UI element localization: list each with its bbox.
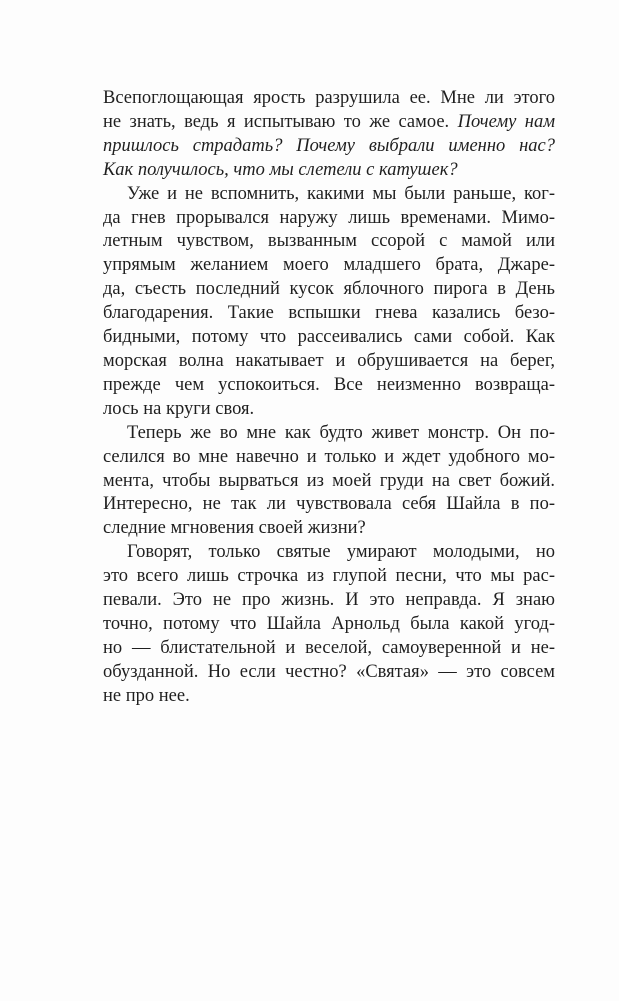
text-segment: прежде чем успокоиться. Все неизменно возвраща- bbox=[103, 374, 555, 395]
text-segment: следние мгновения своей жизни? bbox=[103, 518, 366, 539]
text-line bbox=[103, 350, 555, 374]
text-line bbox=[103, 326, 555, 350]
text-line bbox=[103, 613, 555, 637]
paragraph bbox=[103, 87, 555, 183]
text-line bbox=[103, 541, 555, 565]
text-segment: точно, потому что Шайла Арнольд была какой угод- bbox=[103, 613, 555, 634]
text-line bbox=[103, 589, 555, 613]
text-segment: певали. Это не про жизнь. И это неправда. Я знаю bbox=[103, 590, 555, 611]
italic-text-segment: пришлось страдать? Почему выбрали именно нас? bbox=[103, 135, 555, 156]
text-segment: Интересно, не так ли чувствовала себя Шайла в по- bbox=[103, 494, 555, 515]
text-line bbox=[103, 230, 555, 254]
text-line bbox=[103, 278, 555, 302]
italic-text-segment: Почему нам bbox=[457, 111, 556, 132]
text-line bbox=[103, 422, 555, 446]
text-segment: да гнев прорывался наружу лишь временами. Мимо- bbox=[103, 207, 555, 228]
text-line bbox=[103, 398, 555, 422]
paragraph bbox=[103, 183, 555, 422]
text-segment: обузданной. Но если честно? «Святая» — это совсем bbox=[103, 661, 555, 682]
text-line bbox=[103, 207, 555, 231]
text-line bbox=[103, 565, 555, 589]
text-segment: лось на круги своя. bbox=[103, 398, 255, 419]
text-line bbox=[103, 135, 555, 159]
text-segment: летным чувством, вызванным ссорой с мамой или bbox=[103, 231, 555, 252]
text-line bbox=[103, 302, 555, 326]
paragraph bbox=[103, 422, 555, 542]
text-segment: селился во мне навечно и только и ждет удобного мо- bbox=[103, 446, 555, 467]
text-segment: Говорят, только святые умирают молодыми, но bbox=[127, 542, 555, 563]
text-line bbox=[103, 111, 555, 135]
text-line bbox=[103, 661, 555, 685]
text-line bbox=[103, 159, 555, 183]
text-segment: Уже и не вспомнить, какими мы были раньше, ког- bbox=[127, 183, 555, 204]
text-line bbox=[103, 446, 555, 470]
text-line bbox=[103, 637, 555, 661]
text-segment: мента, чтобы вырваться из моей груди на свет божий. bbox=[103, 470, 555, 491]
text-line bbox=[103, 87, 555, 111]
text-segment: Теперь же во мне как будто живет монстр. Он по- bbox=[127, 422, 555, 443]
text-segment: это всего лишь строчка из глупой песни, что мы рас- bbox=[103, 566, 555, 587]
text-line bbox=[103, 254, 555, 278]
page-text bbox=[103, 87, 555, 709]
text-segment: не про нее. bbox=[103, 685, 190, 706]
paragraph bbox=[103, 541, 555, 708]
text-line bbox=[103, 517, 555, 541]
text-line bbox=[103, 493, 555, 517]
text-line bbox=[103, 374, 555, 398]
text-line bbox=[103, 685, 555, 709]
text-segment: но — блистательной и веселой, самоуверенной и не- bbox=[103, 637, 555, 658]
italic-text-segment: Как получилось, что мы слетели с катушек? bbox=[103, 159, 458, 180]
text-segment: да, съесть последний кусок яблочного пирога в День bbox=[103, 279, 555, 300]
text-line bbox=[103, 183, 555, 207]
text-segment: морская волна накатывает и обрушивается на берег, bbox=[103, 350, 555, 371]
text-segment: не знать, ведь я испытываю то же самое. bbox=[103, 111, 458, 132]
text-segment: благодарения. Такие вспышки гнева казались безо- bbox=[103, 303, 555, 324]
text-segment: бидными, потому что рассеивались сами собой. Как bbox=[103, 327, 555, 348]
text-segment: Всепоглощающая ярость разрушила ее. Мне ли этого bbox=[103, 88, 555, 108]
text-segment: упрямым желанием моего младшего брата, Джаре- bbox=[103, 255, 555, 276]
text-line bbox=[103, 470, 555, 494]
